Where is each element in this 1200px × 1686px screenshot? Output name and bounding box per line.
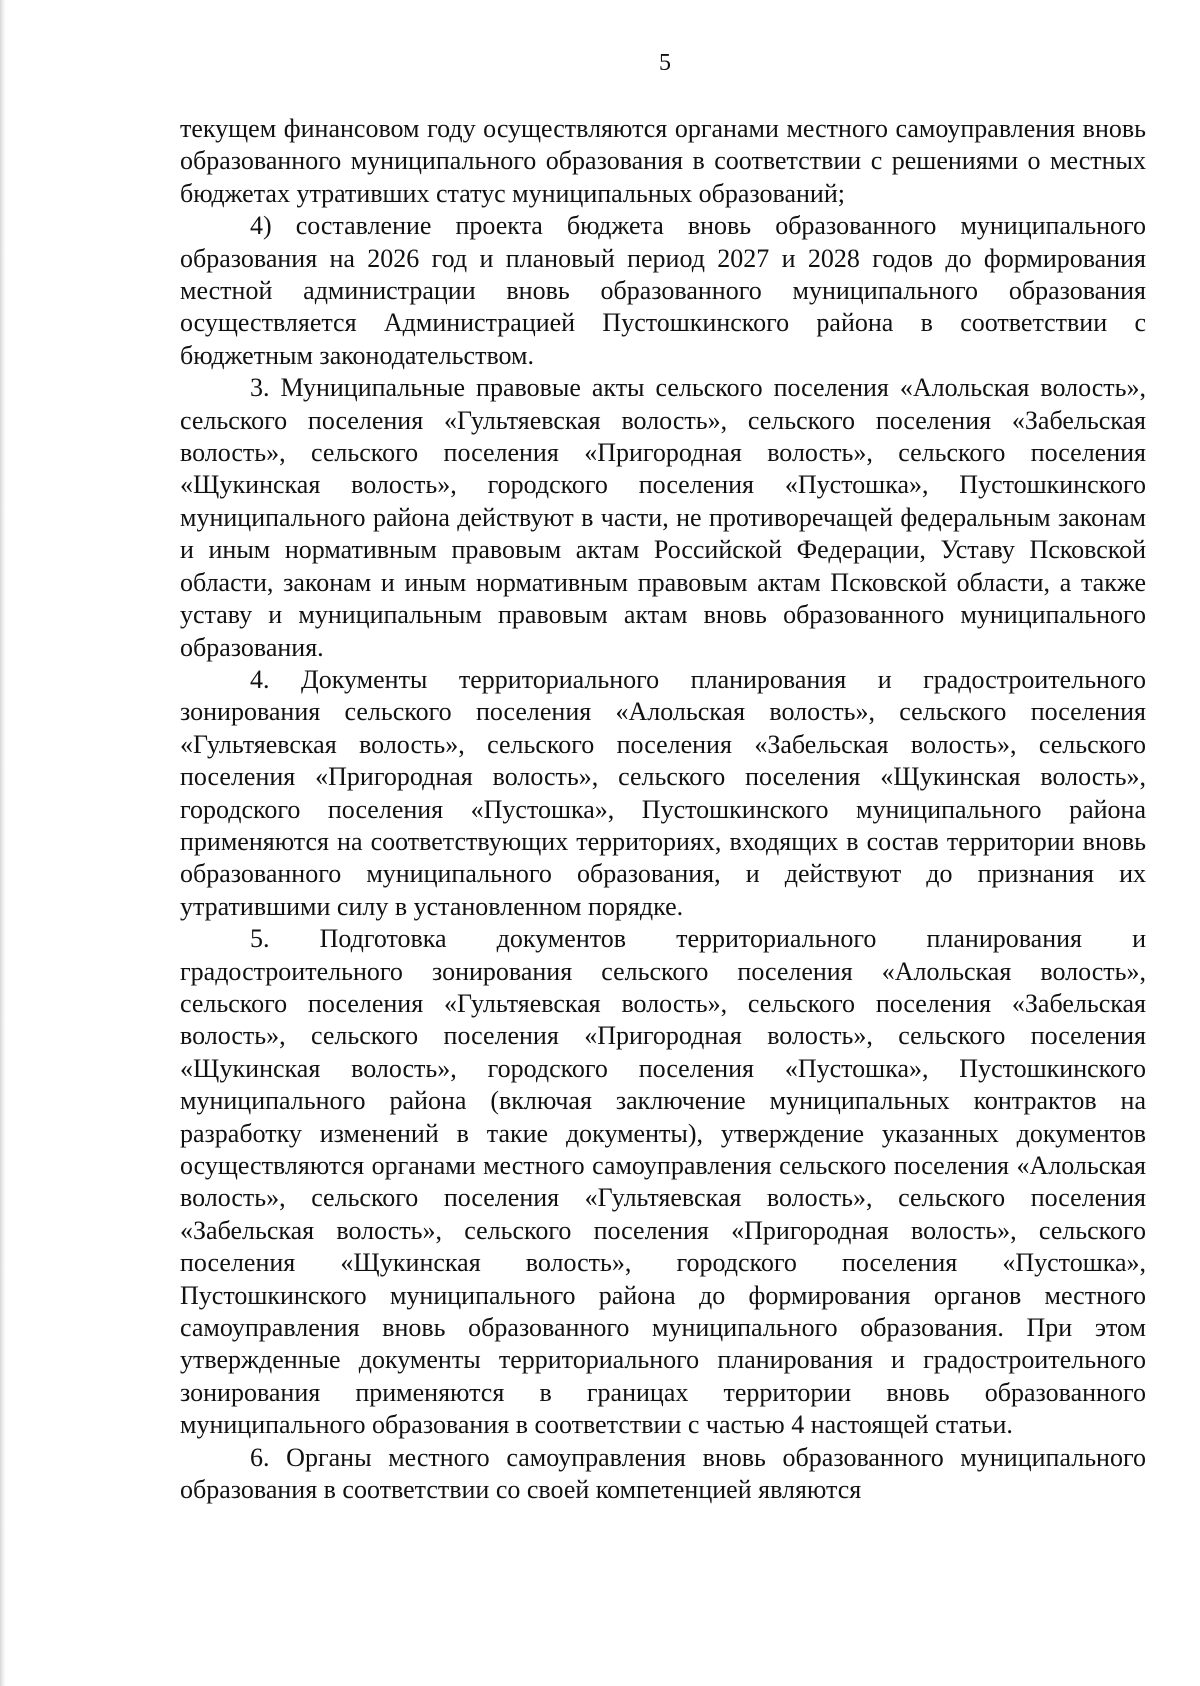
paragraph-3-legal-acts: 3. Муниципальные правовые акты сельского поселения «Алольская волость», сельского поселения «Гультяевская волость», сельского поселения «Забельская волость», сельского поселения «Пригородная волость», сельского поселения «Щукинская волость», городского поселения «Пустошка», Пустошкинского муниципального района действуют в части, не противоречащей федеральным законам и иным нормативным правовым актам Российской Федерации, Уставу Псковской области, законам и иным нормативным правовым актам Псковской области, а также уставу и муниципальным правовым актам вновь образованного муниципального образования. — [180, 373, 1146, 662]
paragraph-5-preparation: 5. Подготовка документов территориального планирования и градостроительного зонирования сельского поселения «Алольская волость», сельского поселения «Гультяевская волость», сельского поселения «Забельская волость», сельского поселения «Пригородная волость», сельского поселения «Щукинская волость», городского поселения «Пустошка», Пустошкинского муниципального района (включая заключение муниципальных контрактов на разработку изменений в такие документы), утверждение указанных документов осуществляются органами местного самоуправления сельского поселения «Алольская волость», сельского поселения «Гультяевская волость», сельского поселения «Забельская волость», сельского поселения «Пригородная волость», сельского поселения «Щукинская волость», городского поселения «Пустошка», Пустошкинского муниципального района до формирования органов местного самоуправления вновь образованного муниципального образования. При этом утвержденные документы территориального планирования и градостроительного зонирования применяются в границах территории вновь образованного муниципального образования в соответствии с частью 4 настоящей статьи. — [180, 924, 1146, 1440]
scan-edge-shadow — [0, 0, 6, 1686]
page-number: 5 — [659, 50, 671, 76]
paragraph-4-planning-documents: 4. Документы территориального планирования и градостроительного зонирования сельского поселения «Алольская волость», сельского поселения «Гультяевская волость», сельского поселения «Забельская волость», сельского поселения «Пригородная волость», сельского поселения «Щукинская волость», городского поселения «Пустошка», Пустошкинского муниципального района применяются на соответствующих территориях, входящих в состав территории вновь образованного муниципального образования, и действуют до признания их утратившими силу в установленном порядке. — [180, 664, 1146, 921]
paragraph-continuation: текущем финансовом году осуществляются органами местного самоуправления вновь образованного муниципального образования в соответствии с решениями о местных бюджетах утративших статус муниципальных образований; — [180, 114, 1146, 208]
paragraph-6-local-authorities: 6. Органы местного самоуправления вновь образованного муниципального образования в соответствии со своей компетенцией являются — [180, 1442, 1146, 1505]
paragraph-item-4-budget: 4) составление проекта бюджета вновь образованного муниципального образования на 2026 год и плановый период 2027 и 2028 годов до формирования местной администрации вновь образованного муниципального образования осуществляется Администрацией Пустошкинского района в соответствии с бюджетным законодательством. — [180, 211, 1146, 370]
document-body — [180, 113, 1146, 1506]
